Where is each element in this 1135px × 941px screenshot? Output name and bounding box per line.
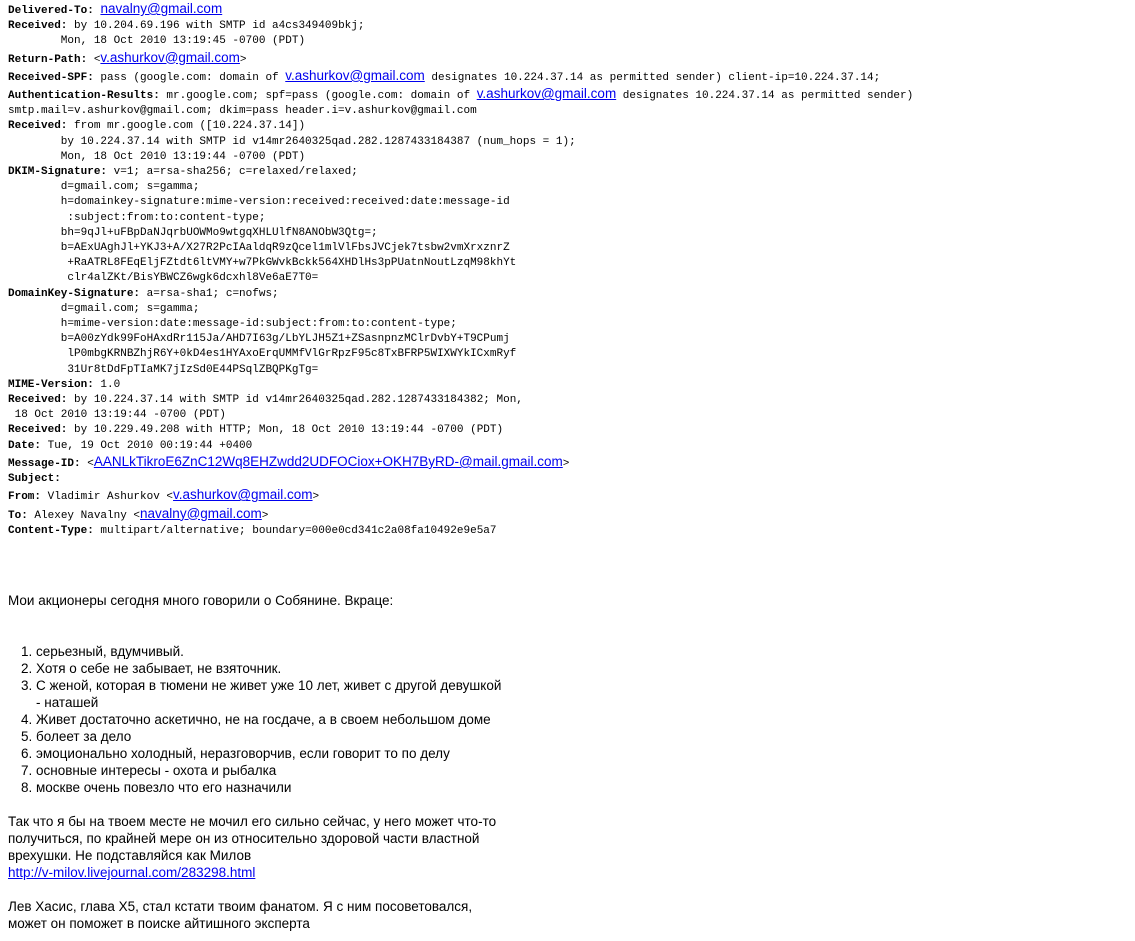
header-value: Alexey Navalny < (27, 509, 141, 522)
header-continuation: Mon, 18 Oct 2010 13:19:44 -0700 (PDT) (8, 150, 306, 163)
header-from (8, 487, 1128, 505)
header-label: MIME-Version: (8, 378, 94, 391)
header-value: < (87, 53, 101, 66)
header-continuation: bh=9qJl+uFBpDaNJqrbUOWMo9wtgqXHLUlfN8ANObW3Qtg=; (8, 226, 378, 239)
header-continuation: h=mime-version:date:message-id:subject:from:to:content-type; (8, 318, 457, 331)
header-label: Received-SPF: (8, 71, 94, 84)
header-value: designates 10.224.37.14 as permitted sender) client-ip=10.224.37.14; (424, 71, 881, 84)
header-label: Received: (8, 394, 68, 407)
header-value: by 10.204.69.196 with SMTP id a4cs349409bkj; (67, 20, 365, 33)
header-value: Tue, 19 Oct 2010 00:19:44 +0400 (41, 439, 253, 452)
header-label: Authentication-Results: (8, 90, 160, 103)
auth-email-link[interactable]: v.ashurkov@gmail.com (476, 86, 617, 102)
header-label: From: (8, 491, 42, 504)
list-item-text: С женой, которая в тюмени не живет уже 10 лет, живет с другой девушкой (36, 678, 502, 693)
header-to (8, 506, 1128, 524)
header-value: > (562, 457, 570, 470)
delivered-to-email-link[interactable]: navalny@gmail.com (100, 1, 223, 16)
header-label: Message-ID: (8, 457, 81, 470)
header-delivered-to (8, 1, 1128, 19)
header-subject (8, 472, 1128, 487)
header-label: Content-Type: (8, 524, 94, 537)
list-item: 4. Живет достаточно аскетично, не на госдаче, а в своем небольшом доме (36, 711, 1108, 728)
message-id-link[interactable]: AANLkTikroE6ZnC12Wq8EHZwdd2UDFOCiox+OKH7ByRD-@mail.gmail.com (93, 453, 563, 469)
header-continuation: d=gmail.com; s=gamma; (8, 181, 200, 194)
header-value: < (80, 457, 94, 470)
list-item: 8. москве очень повезло что его назначили (36, 779, 1108, 796)
header-value: by 10.224.37.14 with SMTP id v14mr2640325qad.282.1287433184382; Mon, (67, 394, 523, 407)
to-email-link[interactable]: navalny@gmail.com (140, 505, 262, 521)
header-value: pass (google.com: domain of (93, 71, 286, 84)
header-continuation: h=domainkey-signature:mime-version:received:received:date:message-id (8, 196, 510, 209)
message-intro: Мои акционеры сегодня много говорили о Собянине. Вкраце: (8, 593, 394, 608)
header-label: Received: (8, 20, 68, 33)
paragraph-line: может он поможет в поиске айтишного эксперта (8, 916, 310, 931)
header-received-spf (8, 68, 1128, 86)
paragraph-line: Лев Хасис, глава X5, стал кстати твоим фанатом. Я с ним посоветовался, (8, 899, 473, 914)
message-body (8, 592, 1108, 932)
header-label: Received: (8, 424, 68, 437)
header-continuation: by 10.224.37.14 with SMTP id v14mr2640325qad.282.1287433184387 (num_hops = 1); (8, 135, 576, 148)
header-value: > (261, 509, 269, 522)
header-continuation: +RaATRL8FEqEljFZtdt6ltVMY+w7PkGWvkBckk564XHDlHs3pPUatnNoutLzqM98khYt (8, 257, 517, 270)
header-continuation: b=AExUAghJl+YKJ3+A/X27R2PcIAaldqR9zQcel1mlVlFbsJVCjek7tsbw2vmXrxznrZ (8, 242, 510, 255)
header-dkim-signature (8, 165, 1128, 180)
header-continuation: 31Ur8tDdFpTIaMK7jIzSd0E44PSqlZBQPKgTg= (8, 363, 319, 376)
header-label: Delivered-To: (8, 5, 94, 17)
list-item: 1. серьезный, вдумчивый. (36, 643, 1108, 660)
header-label: Return-Path: (8, 53, 88, 66)
header-value: > (312, 491, 320, 504)
return-path-email-link[interactable]: v.ashurkov@gmail.com (100, 49, 240, 65)
header-content-type (8, 524, 1128, 539)
list-item (36, 677, 1108, 711)
points-list (8, 643, 1108, 796)
header-continuation: b=A00zYdk99FoHAxdRr115Ja/AHD7I63g/LbYLJH5Z1+ZSasnpnzMClrDvbY+T9CPumj (8, 333, 510, 346)
header-return-path (8, 50, 1128, 68)
header-label: DKIM-Signature: (8, 166, 108, 179)
header-received (8, 19, 1128, 34)
list-item: 5. болеет за дело (36, 728, 1108, 745)
header-label: Date: (8, 439, 42, 452)
header-label: Received: (8, 120, 68, 133)
header-received (8, 119, 1128, 134)
spf-email-link[interactable]: v.ashurkov@gmail.com (285, 67, 425, 83)
header-label: To: (8, 509, 28, 522)
header-value: a=rsa-sha1; c=nofws; (140, 287, 279, 300)
header-received (8, 393, 1128, 408)
header-value: > (239, 53, 247, 66)
header-auth-results (8, 86, 1128, 104)
header-label: DomainKey-Signature: (8, 287, 141, 300)
list-item: 7. основные интересы - охота и рыбалка (36, 762, 1108, 779)
header-value: designates 10.224.37.14 as permitted sender) (616, 90, 914, 103)
paragraph-line: получиться, по крайней мере он из относительно здоровой части властной (8, 831, 480, 846)
list-item: 6. эмоционально холодный, неразговорчив, если говорит то по делу (36, 745, 1108, 762)
header-value: v=1; a=rsa-sha256; c=relaxed/relaxed; (107, 166, 358, 179)
header-value: from mr.google.com ([10.224.37.14]) (67, 120, 306, 133)
header-label: Subject: (8, 473, 61, 486)
from-email-link[interactable]: v.ashurkov@gmail.com (173, 487, 313, 503)
header-received (8, 423, 1128, 438)
list-item-continuation: - наташей (36, 695, 99, 710)
header-continuation: d=gmail.com; s=gamma; (8, 302, 200, 315)
header-date (8, 439, 1128, 454)
header-continuation: Mon, 18 Oct 2010 13:19:45 -0700 (PDT) (8, 35, 306, 48)
header-continuation: lP0mbgKRNBZhjR6Y+0kD4es1HYAxoErqUMMfVlGrRpzF95c8TxBFRP5WIXWYkICxmRyf (8, 348, 517, 361)
header-value: by 10.229.49.208 with HTTP; Mon, 18 Oct 2010 13:19:44 -0700 (PDT) (67, 424, 504, 437)
milov-livejournal-link[interactable]: http://v-milov.livejournal.com/283298.html (8, 865, 256, 880)
header-domainkey-signature (8, 287, 1128, 302)
header-continuation: clr4alZKt/BisYBWCZ6wgk6dcxhl8Ve6aE7T0= (8, 272, 319, 285)
header-value: Vladimir Ashurkov < (41, 491, 174, 504)
header-continuation: 18 Oct 2010 13:19:44 -0700 (PDT) (8, 409, 226, 422)
header-message-id (8, 454, 1128, 472)
header-value: multipart/alternative; boundary=000e0cd341c2a08fa10492e9e5a7 (93, 524, 497, 537)
email-headers (8, 1, 1128, 539)
header-continuation: :subject:from:to:content-type; (8, 211, 266, 224)
paragraph-line: врехушки. Не подставляйся как Милов (8, 848, 252, 863)
list-item: 2. Хотя о себе не забывает, не взяточник. (36, 660, 1108, 677)
paragraph-line: Так что я бы на твоем месте не мочил его сильно сейчас, у него может что-то (8, 814, 497, 829)
header-value: mr.google.com; spf=pass (google.com: domain of (159, 90, 477, 103)
header-value: 1.0 (93, 378, 121, 391)
header-mime-version (8, 378, 1128, 393)
header-continuation: smtp.mail=v.ashurkov@gmail.com; dkim=pass header.i=v.ashurkov@gmail.com (8, 105, 477, 118)
